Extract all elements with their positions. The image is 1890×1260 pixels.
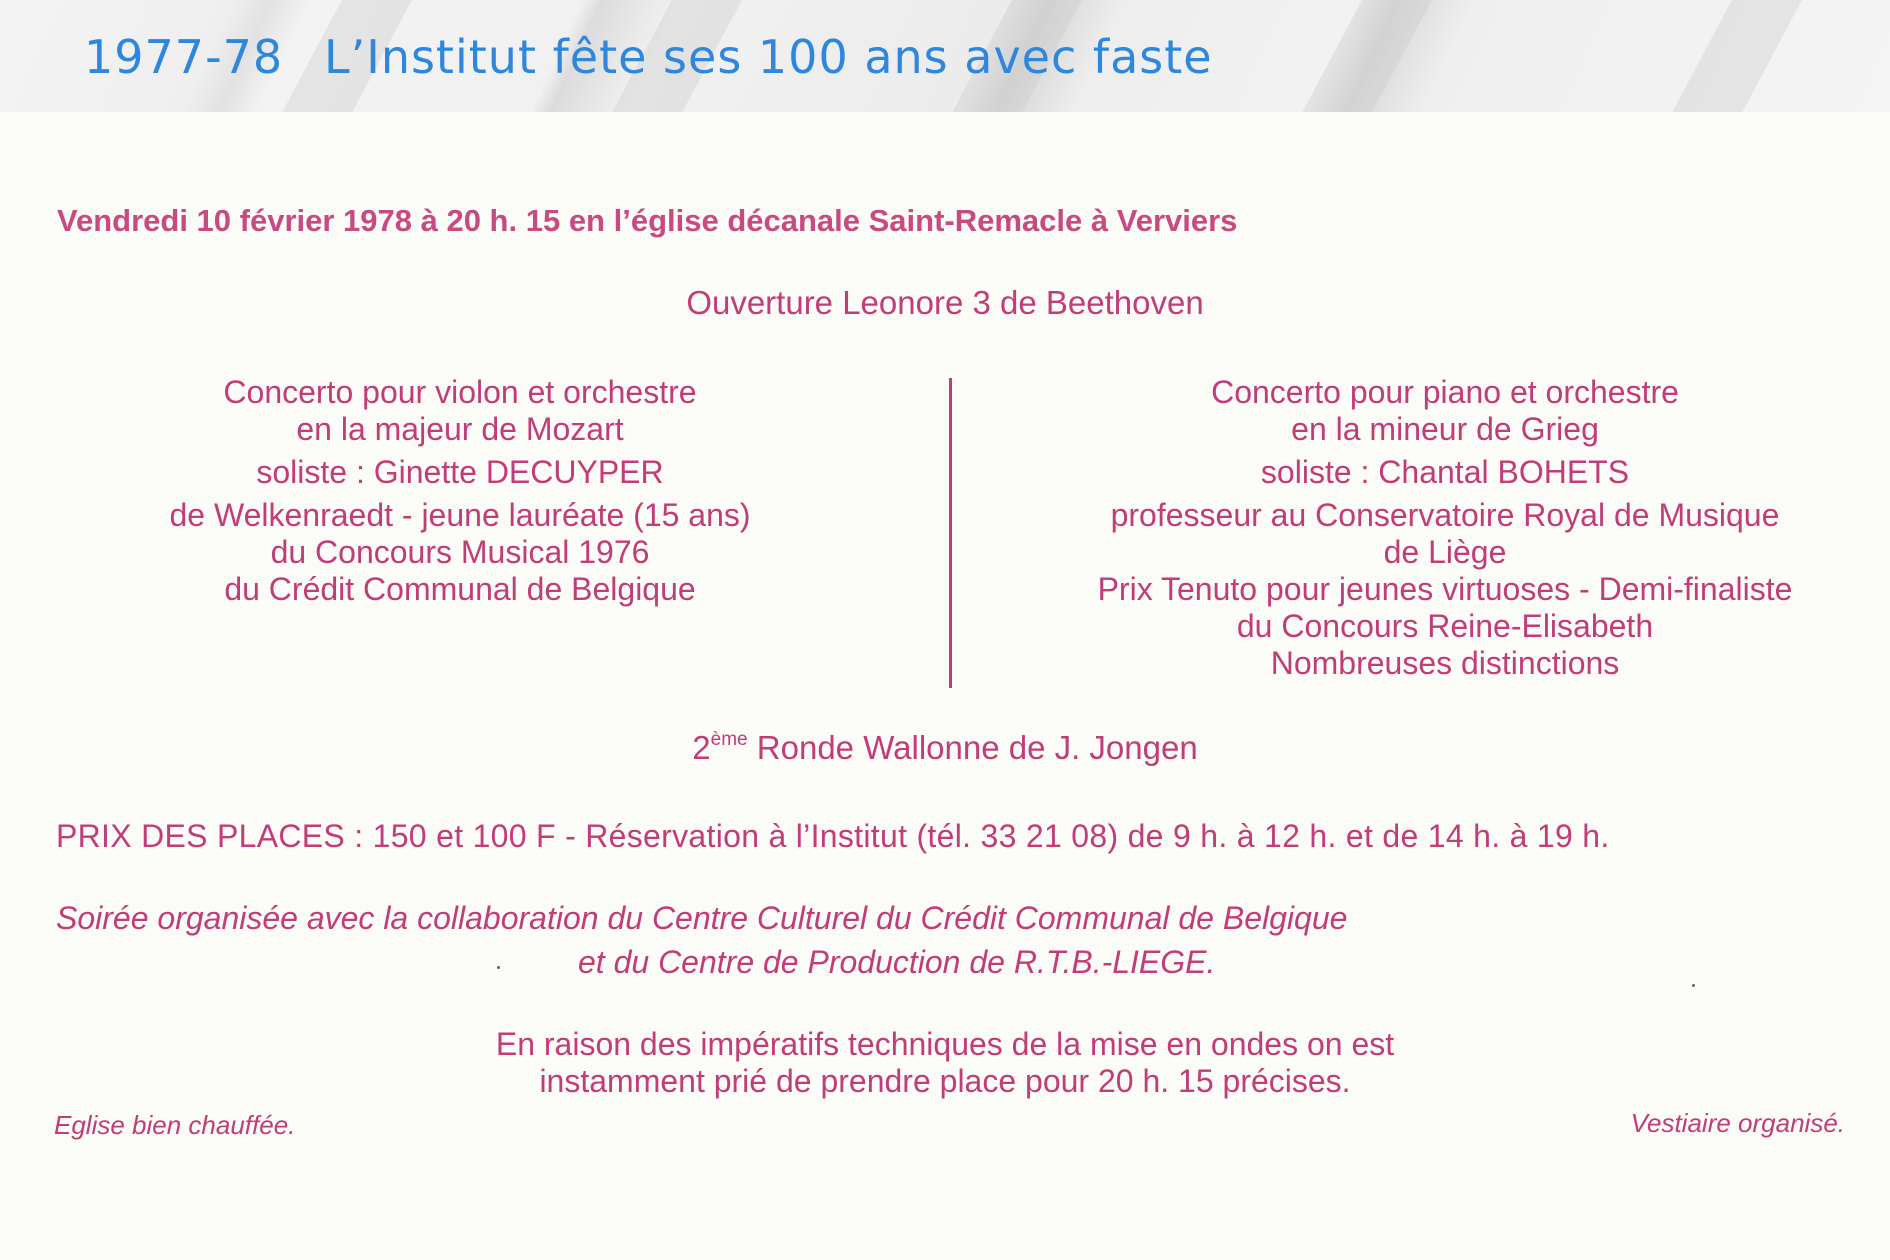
- footer-cloakroom-note: Vestiaire organisé.: [1630, 1108, 1845, 1138]
- header-stripe: [1647, 0, 1823, 112]
- header-title: L’Institut fête ses 100 ans avec faste: [324, 30, 1213, 84]
- left-bio-line: de Welkenraedt - jeune lauréate (15 ans): [169, 497, 751, 533]
- print-speck: [497, 966, 500, 969]
- ticket-prices: PRIX DES PLACES : 150 et 100 F - Réservation à l’Institut (tél. 33 21 08) de 9 h. à 12 h. et de 14 h. à 19 h.: [56, 818, 1610, 854]
- left-concerto-key: en la majeur de Mozart: [296, 411, 624, 447]
- left-bio-line: du Crédit Communal de Belgique: [224, 571, 696, 607]
- closing-piece-number: 2: [692, 729, 711, 766]
- right-concerto-block: [1015, 374, 1875, 682]
- column-divider: [949, 378, 952, 688]
- right-bio-line: professeur au Conservatoire Royal de Musique: [1110, 497, 1780, 533]
- right-concerto-title: Concerto pour piano et orchestre: [1211, 374, 1679, 410]
- closing-piece-title: Ronde Wallonne de J. Jongen: [747, 729, 1198, 766]
- right-bio-line: Prix Tenuto pour jeunes virtuoses - Demi-finaliste: [1097, 571, 1793, 607]
- notice-line-2: instamment prié de prendre place pour 20 h. 15 précises.: [539, 1063, 1351, 1099]
- event-date-line: Vendredi 10 février 1978 à 20 h. 15 en l’église décanale Saint-Remacle à Verviers: [57, 203, 1238, 238]
- left-concerto-title: Concerto pour violon et orchestre: [223, 374, 697, 410]
- closing-piece: [0, 729, 1890, 767]
- right-concerto-key: en la mineur de Grieg: [1291, 411, 1599, 447]
- left-bio-line: du Concours Musical 1976: [270, 534, 650, 570]
- print-speck: [1692, 984, 1695, 987]
- header-stripe: [1277, 0, 1453, 112]
- left-concerto-block: [60, 374, 860, 608]
- right-bio-line: Nombreuses distinctions: [1270, 645, 1620, 681]
- right-soloist: soliste : Chantal BOHETS: [1260, 454, 1630, 490]
- collaboration-line-2: et du Centre de Production de R.T.B.-LIEGE.: [578, 944, 1216, 980]
- opening-piece: Ouverture Leonore 3 de Beethoven: [686, 284, 1204, 321]
- closing-piece-superscript: ème: [710, 729, 748, 750]
- header-year: 1977-78: [84, 30, 284, 84]
- footer-heating-note: Eglise bien chauffée.: [54, 1110, 296, 1140]
- left-soloist: soliste : Ginette DECUYPER: [256, 454, 664, 490]
- collaboration-line-1: Soirée organisée avec la collaboration du Centre Culturel du Crédit Communal de Belgique: [56, 900, 1348, 936]
- notice-line-1: En raison des impératifs techniques de la mise en ondes on est: [495, 1026, 1395, 1062]
- right-bio-line: du Concours Reine-Elisabeth: [1236, 608, 1654, 644]
- right-bio-line: de Liège: [1383, 534, 1507, 570]
- header-band: [0, 0, 1890, 112]
